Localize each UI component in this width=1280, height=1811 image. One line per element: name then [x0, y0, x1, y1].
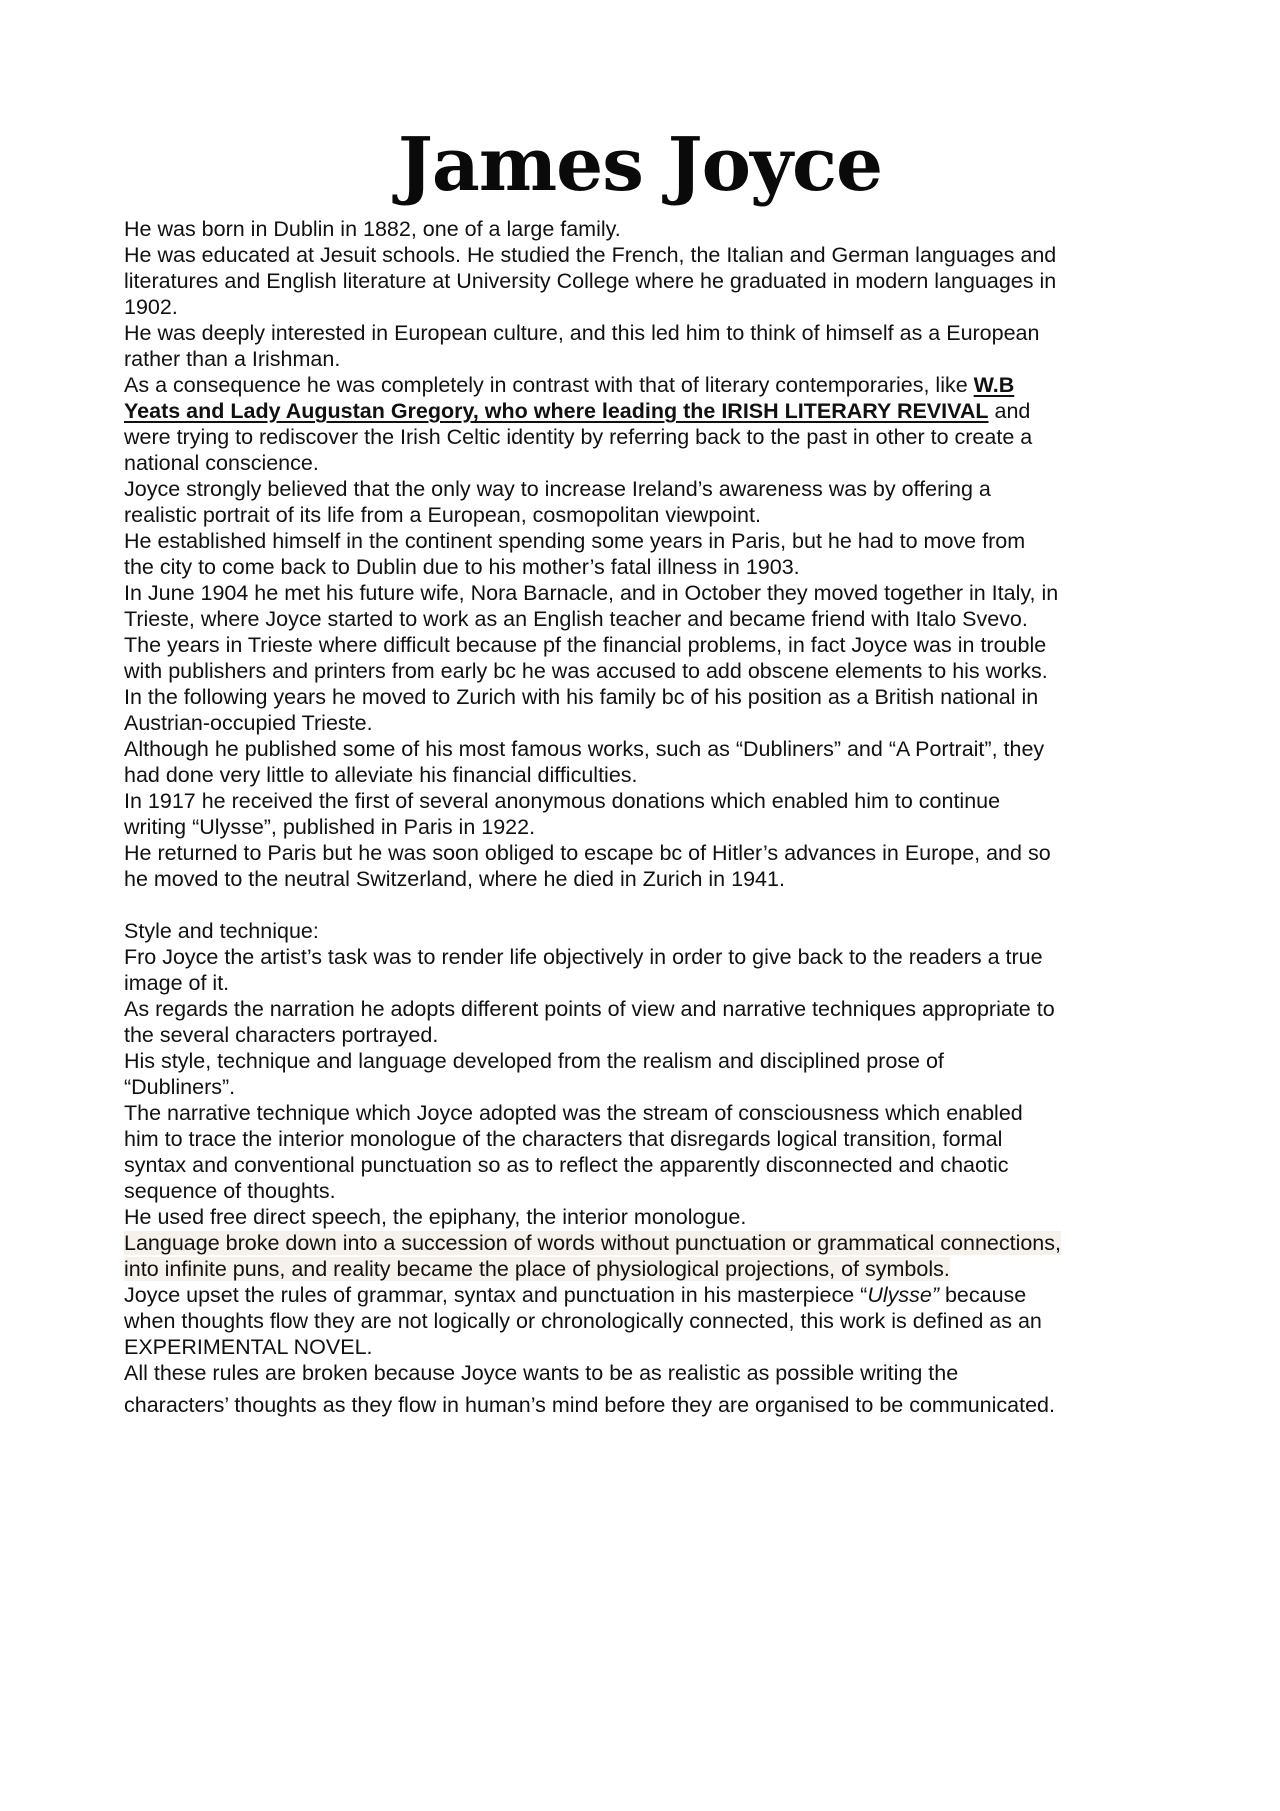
- text-line: Trieste, where Joyce started to work as an English teacher and became friend with Italo Svevo.: [124, 607, 1028, 631]
- text-line: “Dubliners”.: [124, 1075, 236, 1099]
- text-line: In June 1904 he met his future wife, Nora Barnacle, and in October they moved together in Italy, in: [124, 581, 1059, 605]
- text-line: [124, 1282, 1184, 1308]
- text-line: He used free direct speech, the epiphany, the interior monologue.: [124, 1205, 747, 1229]
- document-body: [124, 216, 1184, 1418]
- text-line: His style, technique and language developed from the realism and disciplined prose of: [124, 1049, 944, 1073]
- text-line: [124, 372, 1184, 398]
- highlighted-text: Language broke down into a succession of words without punctuation or grammatical connections,: [124, 1231, 1061, 1255]
- text-line: EXPERIMENTAL NOVEL.: [124, 1335, 373, 1359]
- text-line: He was educated at Jesuit schools. He studied the French, the Italian and German languages and: [124, 243, 1057, 267]
- text-line: were trying to rediscover the Irish Celtic identity by referring back to the past in other to create a: [124, 425, 1033, 449]
- text-line: the city to come back to Dublin due to his mother’s fatal illness in 1903.: [124, 555, 800, 579]
- text-line: had done very little to alleviate his financial difficulties.: [124, 763, 638, 787]
- paragraph-spacer: [124, 892, 1184, 918]
- section-heading: Style and technique:: [124, 919, 319, 943]
- text-line: Joyce strongly believed that the only way to increase Ireland’s awareness was by offering a: [124, 477, 991, 501]
- text-line: He was born in Dublin in 1882, one of a large family.: [124, 217, 621, 241]
- text-line: The years in Trieste where difficult because pf the financial problems, in fact Joyce was in trouble: [124, 633, 1047, 657]
- text-line: Although he published some of his most famous works, such as “Dubliners” and “A Portrait”, they: [124, 737, 1045, 761]
- text-line: the several characters portrayed.: [124, 1023, 439, 1047]
- text-line: Austrian-occupied Trieste.: [124, 711, 373, 735]
- link-wb-yeats[interactable]: W.B: [973, 373, 1015, 397]
- text-line: He established himself in the continent spending some years in Paris, but he had to move from: [124, 529, 1026, 553]
- text-segment: and: [988, 399, 1031, 423]
- text-line: The narrative technique which Joyce adopted was the stream of consciousness which enabled: [124, 1101, 1023, 1125]
- text-line: 1902.: [124, 295, 178, 319]
- text-line: [124, 398, 1184, 424]
- text-line: rather than a Irishman.: [124, 347, 341, 371]
- text-line: [124, 1256, 1184, 1282]
- text-line: national conscience.: [124, 451, 319, 475]
- text-line: he moved to the neutral Switzerland, where he died in Zurich in 1941.: [124, 867, 785, 891]
- text-line: writing “Ulysse”, published in Paris in 1922.: [124, 815, 536, 839]
- text-line: sequence of thoughts.: [124, 1179, 336, 1203]
- text-line: characters’ thoughts as they flow in human’s mind before they are organised to be communicated.: [124, 1393, 1055, 1417]
- text-line: with publishers and printers from early bc he was accused to add obscene elements to his works.: [124, 659, 1048, 683]
- text-line: syntax and conventional punctuation so as to reflect the apparently disconnected and chaotic: [124, 1153, 1009, 1177]
- text-line: All these rules are broken because Joyce wants to be as realistic as possible writing the: [124, 1361, 959, 1385]
- text-line: image of it.: [124, 971, 230, 995]
- text-line: In the following years he moved to Zurich with his family bc of his position as a British national in: [124, 685, 1039, 709]
- text-line: when thoughts flow they are not logically or chronologically connected, this work is defined as an: [124, 1309, 1042, 1333]
- text-segment: As a consequence he was completely in contrast with that of literary contemporaries, like: [124, 373, 974, 397]
- text-line: [124, 1230, 1184, 1256]
- text-line: As regards the narration he adopts different points of view and narrative techniques appropriate to: [124, 997, 1055, 1021]
- text-line: In 1917 he received the first of several anonymous donations which enabled him to continue: [124, 789, 1001, 813]
- link-irish-literary-revival[interactable]: Yeats and Lady Augustan Gregory, who where leading the IRISH LITERARY REVIVAL: [124, 399, 989, 423]
- document-title: James Joyce: [397, 122, 883, 208]
- text-line: He returned to Paris but he was soon obliged to escape bc of Hitler’s advances in Europe, and so: [124, 841, 1051, 865]
- text-line: Fro Joyce the artist’s task was to render life objectively in order to give back to the readers a true: [124, 945, 1043, 969]
- text-segment: because: [939, 1283, 1027, 1307]
- text-line: He was deeply interested in European culture, and this led him to think of himself as a European: [124, 321, 1040, 345]
- italic-title-ulysse: Ulysse”: [867, 1283, 939, 1307]
- text-line: realistic portrait of its life from a European, cosmopolitan viewpoint.: [124, 503, 761, 527]
- text-segment: Joyce upset the rules of grammar, syntax and punctuation in his masterpiece “: [124, 1283, 868, 1307]
- highlighted-text: into infinite puns, and reality became the place of physiological projections, of symbols.: [124, 1257, 950, 1281]
- text-line: literatures and English literature at University College where he graduated in modern languages in: [124, 269, 1057, 293]
- text-line: him to trace the interior monologue of the characters that disregards logical transition, formal: [124, 1127, 1003, 1151]
